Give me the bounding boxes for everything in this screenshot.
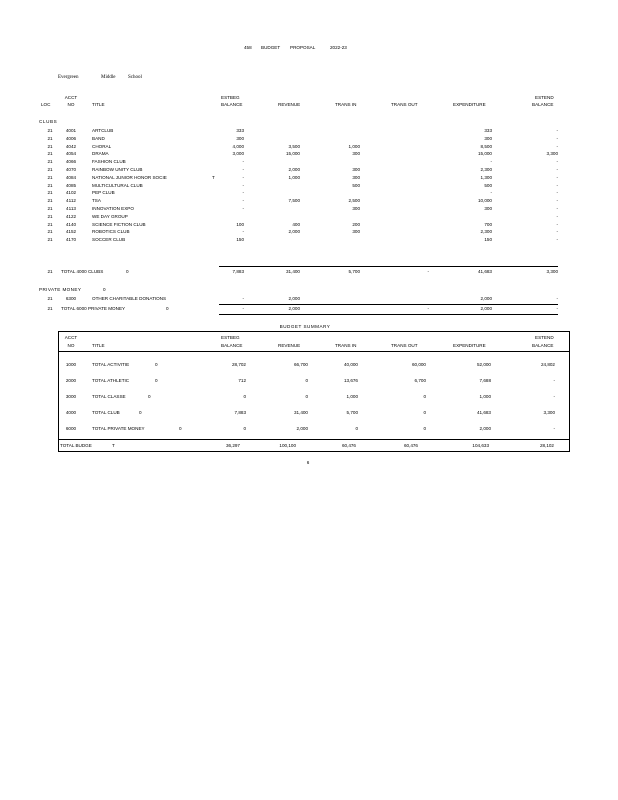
row-acct: 6300 bbox=[65, 296, 77, 301]
row-expend: 10,000 bbox=[477, 198, 492, 204]
row-estbeg: 150 bbox=[236, 237, 244, 243]
summary-expend: 1,000 bbox=[479, 394, 491, 399]
summary-col-estbeg-top: ESTBEG bbox=[221, 335, 240, 340]
summary-title: TOTAL ATHLETIC bbox=[92, 378, 130, 383]
pm-total-estbeg: - bbox=[242, 306, 244, 311]
summary-expend: 52,000 bbox=[476, 362, 491, 367]
row-estbeg: - bbox=[242, 296, 244, 301]
header-word-2: BUDGET bbox=[261, 45, 281, 50]
row-acct: 4112 bbox=[66, 198, 76, 204]
clubs-total-trans-out: - bbox=[427, 269, 429, 274]
summary-total-rule bbox=[58, 439, 569, 440]
clubs-total-estend: 3,300 bbox=[546, 269, 558, 274]
clubs-total-loc: 21 bbox=[47, 269, 53, 274]
row-expend: - bbox=[490, 190, 492, 196]
summary-acct: 6000 bbox=[65, 426, 77, 431]
row-expend: 2,000 bbox=[480, 296, 492, 301]
row-trans-in: 300 bbox=[352, 151, 360, 157]
row-trans-in: 200 bbox=[352, 221, 360, 227]
summary-col-title: TITLE bbox=[92, 343, 105, 348]
pm-total-expend: 2,000 bbox=[480, 306, 492, 311]
row-trans-in: 300 bbox=[352, 206, 360, 211]
row-trans-in: 2,500 bbox=[348, 198, 360, 204]
row-acct: 4042 bbox=[65, 143, 77, 149]
row-estend: - bbox=[556, 182, 558, 188]
pm-total-revenue: 2,000 bbox=[288, 306, 300, 311]
summary-estbeg: 712 bbox=[238, 378, 246, 383]
header-word-4: 2022-23 bbox=[330, 45, 347, 50]
summary-flag: 0 bbox=[155, 378, 158, 383]
summary-total-trans-in: 60,476 bbox=[341, 443, 356, 448]
row-trans-in: 1,000 bbox=[348, 143, 360, 149]
header-word-1: 458 bbox=[244, 45, 252, 50]
summary-estbeg: 0 bbox=[243, 426, 246, 431]
page-number: 6 bbox=[306, 460, 310, 465]
row-acct: 4054 bbox=[65, 151, 77, 157]
summary-total-estbeg: 36,297 bbox=[225, 443, 240, 448]
row-expend: 300 bbox=[484, 206, 492, 211]
clubs-total-expend: 41,683 bbox=[477, 269, 492, 274]
row-expend: 15,000 bbox=[477, 151, 492, 157]
summary-title: TOTAL CLUB bbox=[92, 410, 120, 415]
row-title: BAND bbox=[92, 135, 105, 141]
summary-trans-out: 60,000 bbox=[411, 362, 426, 367]
summary-col-estend-top: ESTEND bbox=[535, 335, 554, 340]
summary-col-revenue: REVENUE bbox=[278, 343, 301, 348]
row-estbeg: 300 bbox=[236, 135, 244, 141]
summary-estend: - bbox=[553, 378, 555, 383]
summary-flag: 0 bbox=[179, 426, 182, 431]
row-title: ARTCLUB bbox=[92, 128, 114, 133]
summary-trans-in: 5,700 bbox=[346, 410, 358, 415]
row-title: TSA bbox=[92, 198, 101, 204]
row-title: WE DAY GROUP bbox=[92, 213, 128, 219]
row-revenue: 400 bbox=[292, 221, 300, 227]
row-title: INNOVATION EXPO bbox=[92, 206, 134, 211]
row-expend: - bbox=[490, 159, 492, 165]
col-trans-out: TRANS OUT bbox=[391, 102, 418, 107]
row-loc: 21 bbox=[47, 221, 53, 227]
summary-col-trans-in: TRANS IN bbox=[335, 343, 357, 348]
row-estbeg: 100 bbox=[236, 221, 244, 227]
row-estend: - bbox=[556, 190, 558, 196]
row-estend: - bbox=[556, 198, 558, 204]
row-loc: 21 bbox=[47, 143, 53, 149]
summary-trans-in: 1,000 bbox=[346, 394, 358, 399]
col-estend-top: ESTEND bbox=[535, 95, 554, 100]
row-acct: 4140 bbox=[65, 221, 77, 227]
row-expend: 150 bbox=[484, 237, 492, 243]
row-title: CHORAL bbox=[92, 143, 112, 149]
row-revenue: 3,500 bbox=[288, 143, 300, 149]
col-estbeg-top: ESTBEG bbox=[221, 95, 240, 100]
pm-total-title: TOTAL 6000 PRIVATE MONEY bbox=[61, 306, 126, 311]
row-title: SCIENCE FICTION CLUB bbox=[92, 221, 146, 227]
summary-revenue: 2,000 bbox=[296, 426, 308, 431]
row-loc: 21 bbox=[47, 198, 53, 204]
row-estend: - bbox=[556, 229, 558, 235]
row-acct: 4170 bbox=[65, 237, 77, 243]
pm-total-estend: - bbox=[556, 306, 558, 311]
col-acct-bottom: NO bbox=[67, 102, 75, 107]
summary-revenue: 31,400 bbox=[293, 410, 308, 415]
summary-trans-in: 13,676 bbox=[343, 378, 358, 383]
row-estend: - bbox=[556, 143, 558, 149]
summary-title: TOTAL CLASSE bbox=[92, 394, 126, 399]
summary-trans-out: 0 bbox=[423, 426, 426, 431]
summary-total-flag: T bbox=[112, 443, 115, 448]
summary-col-acct-bottom: NO bbox=[67, 343, 75, 348]
summary-estbeg: 28,702 bbox=[231, 362, 246, 367]
row-estend: - bbox=[556, 296, 558, 301]
row-acct: 4152 bbox=[65, 229, 77, 235]
row-title: MULTICULTURAL CLUB bbox=[92, 182, 143, 188]
clubs-total-title: TOTAL 4000 CLUBS bbox=[61, 269, 104, 274]
row-revenue: 7,500 bbox=[288, 198, 300, 204]
header-word-3: PROPOSAL bbox=[290, 45, 316, 50]
row-trans-in: 500 bbox=[352, 182, 360, 188]
pm-total-flag: 0 bbox=[166, 306, 169, 311]
row-estbeg: - bbox=[242, 206, 244, 211]
row-title: ROBOTICS CLUB bbox=[92, 229, 130, 235]
summary-flag: 0 bbox=[139, 410, 142, 415]
clubs-total-trans-in: 5,700 bbox=[348, 269, 360, 274]
row-acct: 4001 bbox=[65, 128, 77, 133]
row-expend: 300 bbox=[484, 135, 492, 141]
row-title: DRAMA bbox=[92, 151, 109, 157]
row-revenue: 2,000 bbox=[288, 167, 300, 172]
row-estbeg: - bbox=[242, 190, 244, 196]
col-estend-bottom: BALANCE bbox=[532, 102, 554, 107]
summary-acct: 4000 bbox=[65, 410, 77, 415]
private-money-section-flag: 0 bbox=[103, 287, 106, 292]
row-loc: 21 bbox=[47, 151, 53, 157]
row-revenue: 1,000 bbox=[288, 174, 300, 180]
col-revenue: REVENUE bbox=[278, 102, 301, 107]
summary-estbeg: 0 bbox=[243, 394, 246, 399]
row-expend: 500 bbox=[484, 182, 492, 188]
row-expend: 1,300 bbox=[480, 174, 492, 180]
row-estend: - bbox=[556, 135, 558, 141]
row-revenue: 15,000 bbox=[285, 151, 300, 157]
col-estbeg-bottom: BALANCE bbox=[221, 102, 243, 107]
col-trans-in: TRANS IN bbox=[335, 102, 357, 107]
clubs-total-revenue: 31,400 bbox=[285, 269, 300, 274]
pm-total-loc: 21 bbox=[47, 306, 53, 311]
row-acct: 4006 bbox=[65, 135, 77, 141]
summary-total-expend: 104,633 bbox=[472, 443, 489, 448]
summary-col-trans-out: TRANS OUT bbox=[391, 343, 418, 348]
summary-trans-in: 0 bbox=[355, 426, 358, 431]
summary-trans-out: 0 bbox=[423, 410, 426, 415]
row-estend: - bbox=[556, 221, 558, 227]
row-estbeg: - bbox=[242, 167, 244, 172]
summary-trans-out: 6,700 bbox=[414, 378, 426, 383]
row-revenue: 2,000 bbox=[288, 296, 300, 301]
pm-total-trans-out: - bbox=[427, 306, 429, 311]
summary-expend: 2,000 bbox=[479, 426, 491, 431]
row-title: OTHER CHARITABLE DONATIONS bbox=[92, 296, 167, 301]
col-expenditure: EXPENDITURE bbox=[453, 102, 486, 107]
row-acct: 4113 bbox=[66, 206, 76, 211]
row-estend: - bbox=[556, 167, 558, 172]
row-title: RAINBOW UNITY CLUB bbox=[92, 167, 143, 172]
row-acct: 4084 bbox=[65, 174, 77, 180]
row-trans-in: 300 bbox=[352, 167, 360, 172]
row-estbeg: - bbox=[242, 229, 244, 235]
row-loc: 21 bbox=[47, 135, 53, 141]
summary-total-estend: 28,102 bbox=[539, 443, 554, 448]
row-estend: - bbox=[556, 159, 558, 165]
row-expend: 2,300 bbox=[480, 167, 492, 172]
row-loc: 21 bbox=[47, 190, 53, 196]
row-expend: 700 bbox=[484, 221, 492, 227]
row-title-extra: T bbox=[212, 174, 215, 180]
clubs-total-rule bbox=[219, 266, 558, 267]
row-expend: 8,500 bbox=[480, 143, 492, 149]
row-acct: 4066 bbox=[65, 159, 77, 165]
private-money-section-label: PRIVATE MONEY bbox=[39, 287, 82, 292]
row-estbeg: 333 bbox=[236, 128, 244, 133]
row-estend: 3,300 bbox=[546, 151, 558, 157]
row-acct: 4085 bbox=[65, 182, 77, 188]
row-acct: 4102 bbox=[65, 190, 77, 196]
summary-acct: 2000 bbox=[65, 378, 77, 383]
row-estend: - bbox=[556, 174, 558, 180]
clubs-total-flag: 0 bbox=[126, 269, 129, 274]
school-word-2: Middle bbox=[101, 75, 116, 80]
summary-acct: 3000 bbox=[65, 394, 77, 399]
clubs-total-estbeg: 7,883 bbox=[232, 269, 244, 274]
summary-col-acct-top: ACCT bbox=[64, 335, 78, 340]
summary-title: TOTAL ACTIVITIE bbox=[92, 362, 130, 367]
clubs-section-label: CLUBS bbox=[39, 119, 58, 124]
summary-header-rule bbox=[58, 351, 569, 352]
row-loc: 21 bbox=[47, 182, 53, 188]
row-trans-in: 300 bbox=[352, 229, 360, 235]
col-acct-top: ACCT bbox=[64, 95, 78, 100]
row-estend: - bbox=[556, 237, 558, 243]
row-loc: 21 bbox=[47, 159, 53, 165]
school-word-3: School bbox=[128, 75, 142, 80]
row-title: FASHION CLUB bbox=[92, 159, 126, 165]
row-title: NATIONAL JUNIOR HONOR SOCIE bbox=[92, 174, 167, 180]
row-loc: 21 bbox=[47, 213, 53, 219]
row-estend: - bbox=[556, 128, 558, 133]
row-loc: 21 bbox=[47, 174, 53, 180]
summary-total-revenue: 100,100 bbox=[279, 443, 296, 448]
row-loc: 21 bbox=[47, 229, 53, 235]
row-revenue: 2,000 bbox=[288, 229, 300, 235]
summary-col-estend-bottom: BALANCE bbox=[532, 343, 554, 348]
row-loc: 21 bbox=[47, 128, 53, 133]
summary-title: TOTAL PRIVATE MONEY bbox=[92, 426, 145, 431]
summary-trans-out: 0 bbox=[423, 394, 426, 399]
row-estbeg: - bbox=[242, 198, 244, 204]
school-word-1: Evergreen bbox=[58, 75, 79, 80]
summary-revenue: 0 bbox=[305, 378, 308, 383]
summary-revenue: 0 bbox=[305, 394, 308, 399]
private-money-total-rule-bottom bbox=[219, 314, 558, 315]
row-expend: 333 bbox=[484, 128, 492, 133]
row-estbeg: - bbox=[242, 182, 244, 188]
summary-flag: 0 bbox=[148, 394, 151, 399]
summary-estend: 24,802 bbox=[540, 362, 555, 367]
summary-trans-in: 40,000 bbox=[343, 362, 358, 367]
summary-col-estbeg-bottom: BALANCE bbox=[221, 343, 243, 348]
row-title: SOCCER CLUB bbox=[92, 237, 126, 243]
row-estbeg: - bbox=[242, 174, 244, 180]
private-money-total-rule-top bbox=[219, 304, 558, 305]
summary-col-expenditure: EXPENDITURE bbox=[453, 343, 486, 348]
summary-revenue: 66,700 bbox=[293, 362, 308, 367]
row-title: PEP CLUB bbox=[92, 190, 115, 196]
budget-summary-title: BUDGET SUMMARY bbox=[279, 324, 331, 329]
summary-total-title: TOTAL BUDGE bbox=[60, 443, 92, 448]
summary-estend: - bbox=[553, 426, 555, 431]
row-loc: 21 bbox=[47, 206, 53, 211]
row-estbeg: - bbox=[242, 159, 244, 165]
row-loc: 21 bbox=[47, 167, 53, 172]
row-estbeg: 3,000 bbox=[232, 151, 244, 157]
summary-expend: 41,683 bbox=[476, 410, 491, 415]
summary-estbeg: 7,883 bbox=[234, 410, 246, 415]
summary-acct: 1000 bbox=[65, 362, 77, 367]
row-estend: - bbox=[556, 206, 558, 211]
budget-summary-box bbox=[58, 331, 570, 452]
summary-flag: 0 bbox=[155, 362, 158, 367]
row-trans-in: 300 bbox=[352, 174, 360, 180]
row-loc: 21 bbox=[47, 237, 53, 243]
summary-total-trans-out: 60,476 bbox=[403, 443, 418, 448]
row-acct: 4070 bbox=[65, 167, 77, 172]
row-estbeg: 4,000 bbox=[232, 143, 244, 149]
row-estend: - bbox=[556, 213, 558, 219]
summary-estend: 3,300 bbox=[543, 410, 555, 415]
row-expend: 2,300 bbox=[480, 229, 492, 235]
summary-estend: - bbox=[553, 394, 555, 399]
row-loc: 21 bbox=[47, 296, 53, 301]
col-title: TITLE bbox=[92, 102, 105, 107]
col-loc: LOC bbox=[41, 102, 51, 107]
summary-expend: 7,688 bbox=[479, 378, 491, 383]
row-acct: 4122 bbox=[65, 213, 77, 219]
